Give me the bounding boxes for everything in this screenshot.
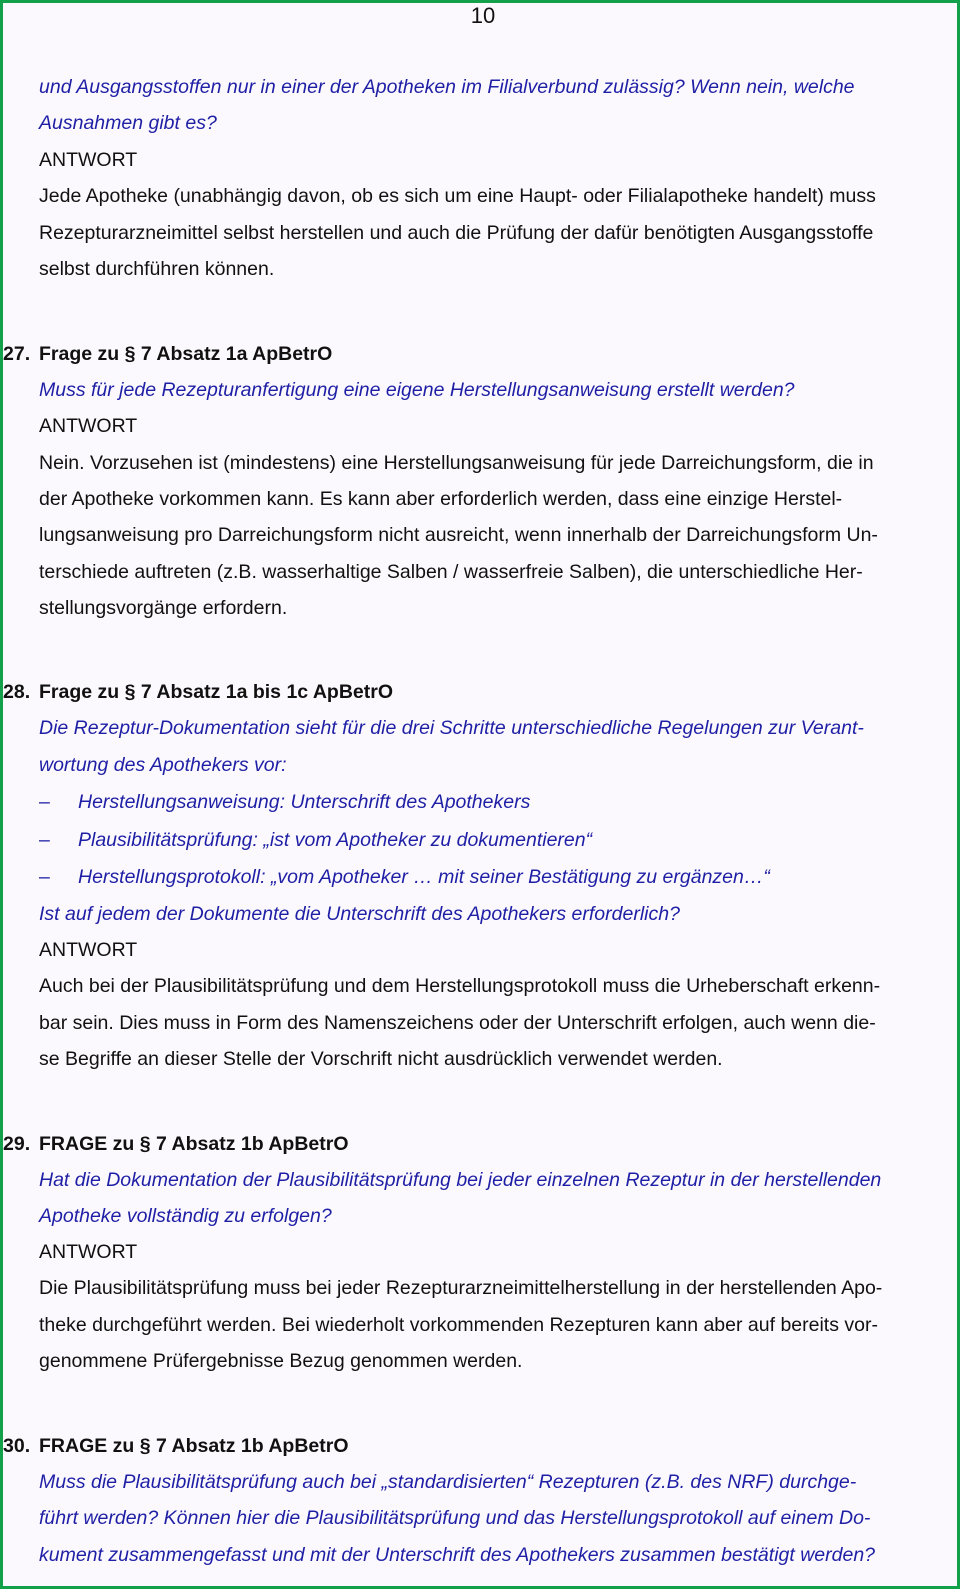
intro-answer-line-1: Jede Apotheke (unabhängig davon, ob es sich um eine Haupt- oder Filialapotheke handelt) muss xyxy=(39,185,876,207)
q30-question-line-2: führt werden? Können hier die Plausibilitätsprüfung und das Herstellungsprotokoll auf einem Do- xyxy=(39,1507,871,1529)
q27-question-line-1: Muss für jede Rezepturanfertigung eine eigene Herstellungsanweisung erstellt werden? xyxy=(39,379,795,401)
q29-answer-line-2: theke durchgeführt werden. Bei wiederholt vorkommenden Rezepturen kann aber auf bereits vor- xyxy=(39,1314,878,1336)
q28-bullet-dash-3: – xyxy=(39,866,50,888)
q29-heading: FRAGE zu § 7 Absatz 1b ApBetrO xyxy=(39,1133,349,1155)
q29-answer-label: ANTWORT xyxy=(39,1241,138,1263)
q27-answer-line-2: der Apotheke vorkommen kann. Es kann aber erforderlich werden, dass eine einzige Herstel- xyxy=(39,488,843,510)
q27-number: 27. xyxy=(3,343,31,365)
intro-question-line-2: Ausnahmen gibt es? xyxy=(39,112,217,134)
q27-answer-line-3: lungsanweisung pro Darreichungsform nicht ausreicht, wenn innerhalb der Darreichungsform Un- xyxy=(39,524,878,546)
q28-answer-line-1: Auch bei der Plausibilitätsprüfung und dem Herstellungsprotokoll muss die Urheberschaft erkenn- xyxy=(39,975,881,997)
q27-answer-line-4: terschiede auftreten (z.B. wasserhaltige Salben / wasserfreie Salben), die unterschiedliche Her- xyxy=(39,561,863,583)
q28-answer-line-2: bar sein. Dies muss in Form des Namenszeichens oder der Unterschrift erfolgen, auch wenn die- xyxy=(39,1012,876,1034)
q28-bullet-item-1: Herstellungsanweisung: Unterschrift des Apothekers xyxy=(78,791,531,813)
q28-answer-line-3: se Begriffe an dieser Stelle der Vorschrift nicht ausdrücklich verwendet werden. xyxy=(39,1048,723,1070)
q29-question-line-1: Hat die Dokumentation der Plausibilitätsprüfung bei jeder einzelnen Rezeptur in der herstellenden xyxy=(39,1169,882,1191)
q30-question-line-3: kument zusammengefasst und mit der Unterschrift des Apothekers zusammen bestätigt werden? xyxy=(39,1544,876,1566)
q29-answer-line-1: Die Plausibilitätsprüfung muss bei jeder Rezepturarzneimittelherstellung in der herstellenden Apo- xyxy=(39,1277,883,1299)
q28-question-tail: Ist auf jedem der Dokumente die Unterschrift des Apothekers erforderlich? xyxy=(39,903,680,925)
intro-answer-line-2: Rezepturarzneimittel selbst herstellen und auch die Prüfung der dafür benötigten Ausgangsstoffe xyxy=(39,222,874,244)
q29-question-line-2: Apotheke vollständig zu erfolgen? xyxy=(39,1205,332,1227)
q30-question-line-1: Muss die Plausibilitätsprüfung auch bei „standardisierten“ Rezepturen (z.B. des NRF) durchge- xyxy=(39,1471,857,1493)
q28-number: 28. xyxy=(3,681,31,703)
q27-answer-label: ANTWORT xyxy=(39,415,138,437)
q27-heading: Frage zu § 7 Absatz 1a ApBetrO xyxy=(39,343,333,365)
q28-answer-label: ANTWORT xyxy=(39,939,138,961)
q28-bullet-dash-2: – xyxy=(39,829,50,851)
page-number: 10 xyxy=(470,3,496,28)
q28-bullet-item-2: Plausibilitätsprüfung: „ist vom Apotheker zu dokumentieren“ xyxy=(78,829,593,851)
q29-number: 29. xyxy=(3,1133,31,1155)
q28-question-line-2: wortung des Apothekers vor: xyxy=(39,754,287,776)
intro-answer-label: ANTWORT xyxy=(39,149,138,171)
q27-answer-line-5: stellungsvorgänge erfordern. xyxy=(39,597,288,619)
q28-heading: Frage zu § 7 Absatz 1a bis 1c ApBetrO xyxy=(39,681,393,703)
q30-heading: FRAGE zu § 7 Absatz 1b ApBetrO xyxy=(39,1435,349,1457)
intro-question-line-1: und Ausgangsstoffen nur in einer der Apotheken im Filialverbund zulässig? Wenn nein, welche xyxy=(39,76,855,98)
q30-number: 30. xyxy=(3,1435,31,1457)
q27-answer-line-1: Nein. Vorzusehen ist (mindestens) eine Herstellungsanweisung für jede Darreichungsform, die in xyxy=(39,452,874,474)
intro-answer-line-3: selbst durchführen können. xyxy=(39,258,275,280)
q29-answer-line-3: genommene Prüfergebnisse Bezug genommen werden. xyxy=(39,1350,523,1372)
q28-bullet-item-3: Herstellungsprotokoll: „vom Apotheker … mit seiner Bestätigung zu ergänzen…“ xyxy=(78,866,770,888)
q28-question-line-1: Die Rezeptur-Dokumentation sieht für die drei Schritte unterschiedliche Regelungen zur Verant- xyxy=(39,717,864,739)
q28-bullet-dash-1: – xyxy=(39,791,50,813)
